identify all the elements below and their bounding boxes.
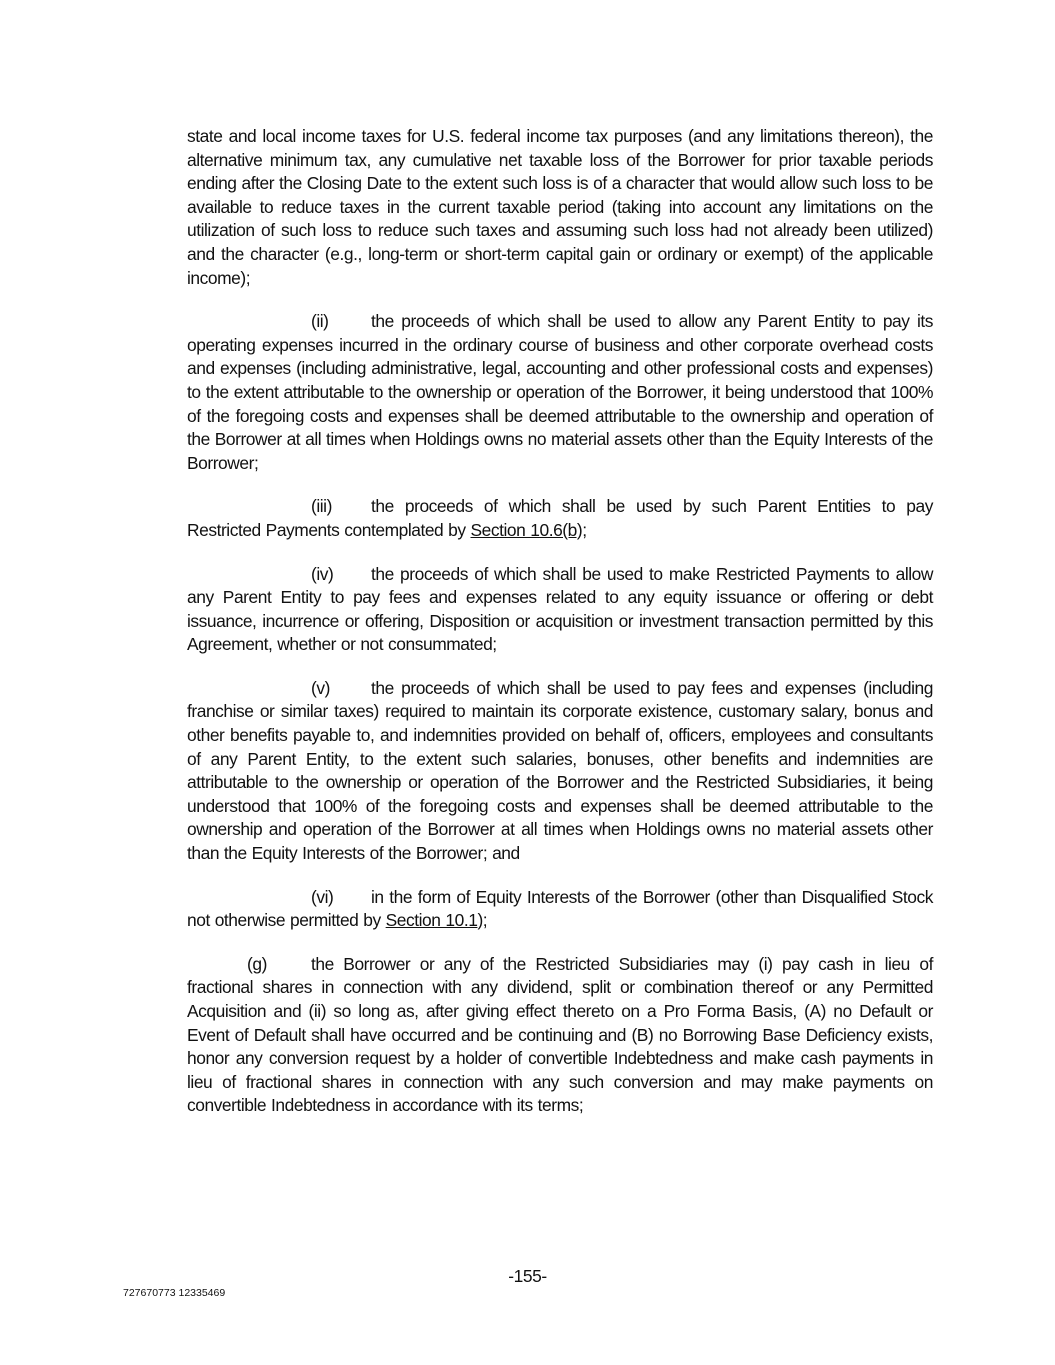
clause-text: the proceeds of which shall be used to make Restricted Payments to allow any Parent Entity to pay fees and expenses related to any equity issuance or offering or debt issuance, incurrence or offering, Disposition or acquisition or investment transaction permitted by this Agreement, whether or not consummated; — [187, 563, 933, 655]
clause-vi — [187, 886, 933, 933]
clause-iv — [187, 563, 933, 657]
clause-number: (v) — [311, 677, 330, 698]
clause-number: (iii) — [311, 496, 332, 517]
clause-text: the proceeds of which shall be used to allow any Parent Entity to pay its operating expenses incurred in the ordinary course of business and other corporate overhead costs and expenses (including administrative, legal, accounting and other professional costs and expenses) to the extent attributable to the ownership or operation of the Borrower, it being understood that 100% of the foregoing costs and expenses shall be deemed attributable to the ownership and operation of the Borrower at all times when Holdings owns no material assets other than the Equity Interests of the Borrower; — [187, 311, 933, 473]
clause-text-tail: ); — [477, 910, 488, 931]
clause-number: (ii) — [311, 311, 329, 332]
clause-text: the proceeds of which shall be used by such Parent Entities to pay Restricted Payments contemplated by — [187, 496, 933, 540]
section-reference-link[interactable]: Section 10.6(b); — [470, 519, 587, 540]
clause-iii — [187, 495, 933, 542]
paragraph-continuation: state and local income taxes for U.S. federal income tax purposes (and any limitations thereon), the alternative minimum tax, any cumulative net taxable loss of the Borrower for prior taxable periods ending after the Closing Date to the extent such loss is of a character that would allow such loss to be available to reduce taxes in the current taxable period (taking into account any limitations on the utilization of such loss to reduce such taxes and assuming such loss had not already been utilized) and the character (e.g., long-term or short-term capital gain or ordinary or exempt) of the applicable income); — [187, 126, 933, 288]
document-id: 727670773 12335469 — [123, 1287, 226, 1299]
clause-number: (g) — [247, 953, 267, 974]
clause-text: the Borrower or any of the Restricted Subsidiaries may (i) pay cash in lieu of fractional shares in connection with any dividend, split or combination thereof or any Permitted Acquisition and (ii) so long as, after giving effect thereto on a Pro Forma Basis, (A) no Default or Event of Default shall have occurred and be continuing and (B) no Borrowing Base Deficiency exists, honor any conversion request by a holder of convertible Indebtedness and make cash payments in lieu of fractional shares in connection with any such conversion and may make payments on convertible Indebtedness in accordance with its terms; — [187, 953, 933, 1116]
section-reference-link[interactable]: Section 10.1 — [385, 910, 478, 931]
clause-g — [187, 953, 933, 1118]
document-body — [187, 125, 933, 1138]
clause-number: (vi) — [311, 886, 334, 907]
clause-ii — [187, 310, 933, 475]
page-number: -155- — [508, 1266, 547, 1286]
clause-text: in the form of Equity Interests of the Borrower (other than Disqualified Stock not otherwise permitted by — [187, 886, 933, 931]
clause-v — [187, 677, 933, 866]
clause-number: (iv) — [311, 563, 334, 584]
clause-text: the proceeds of which shall be used to pay fees and expenses (including franchise or similar taxes) required to maintain its corporate existence, customary salary, bonus and other benefits payable to, and indemnities provided on behalf of, officers, employees and consultants of any Parent Entity, to the extent such salaries, bonuses, other benefits and indemnities are attributable to the ownership or operation of the Borrower and the Restricted Subsidiaries, it being understood that 100% of the foregoing costs and expenses shall be deemed attributable to the ownership and operation of the Borrower at all times when Holdings owns no material assets other than the Equity Interests of the Borrower; and — [187, 677, 933, 864]
